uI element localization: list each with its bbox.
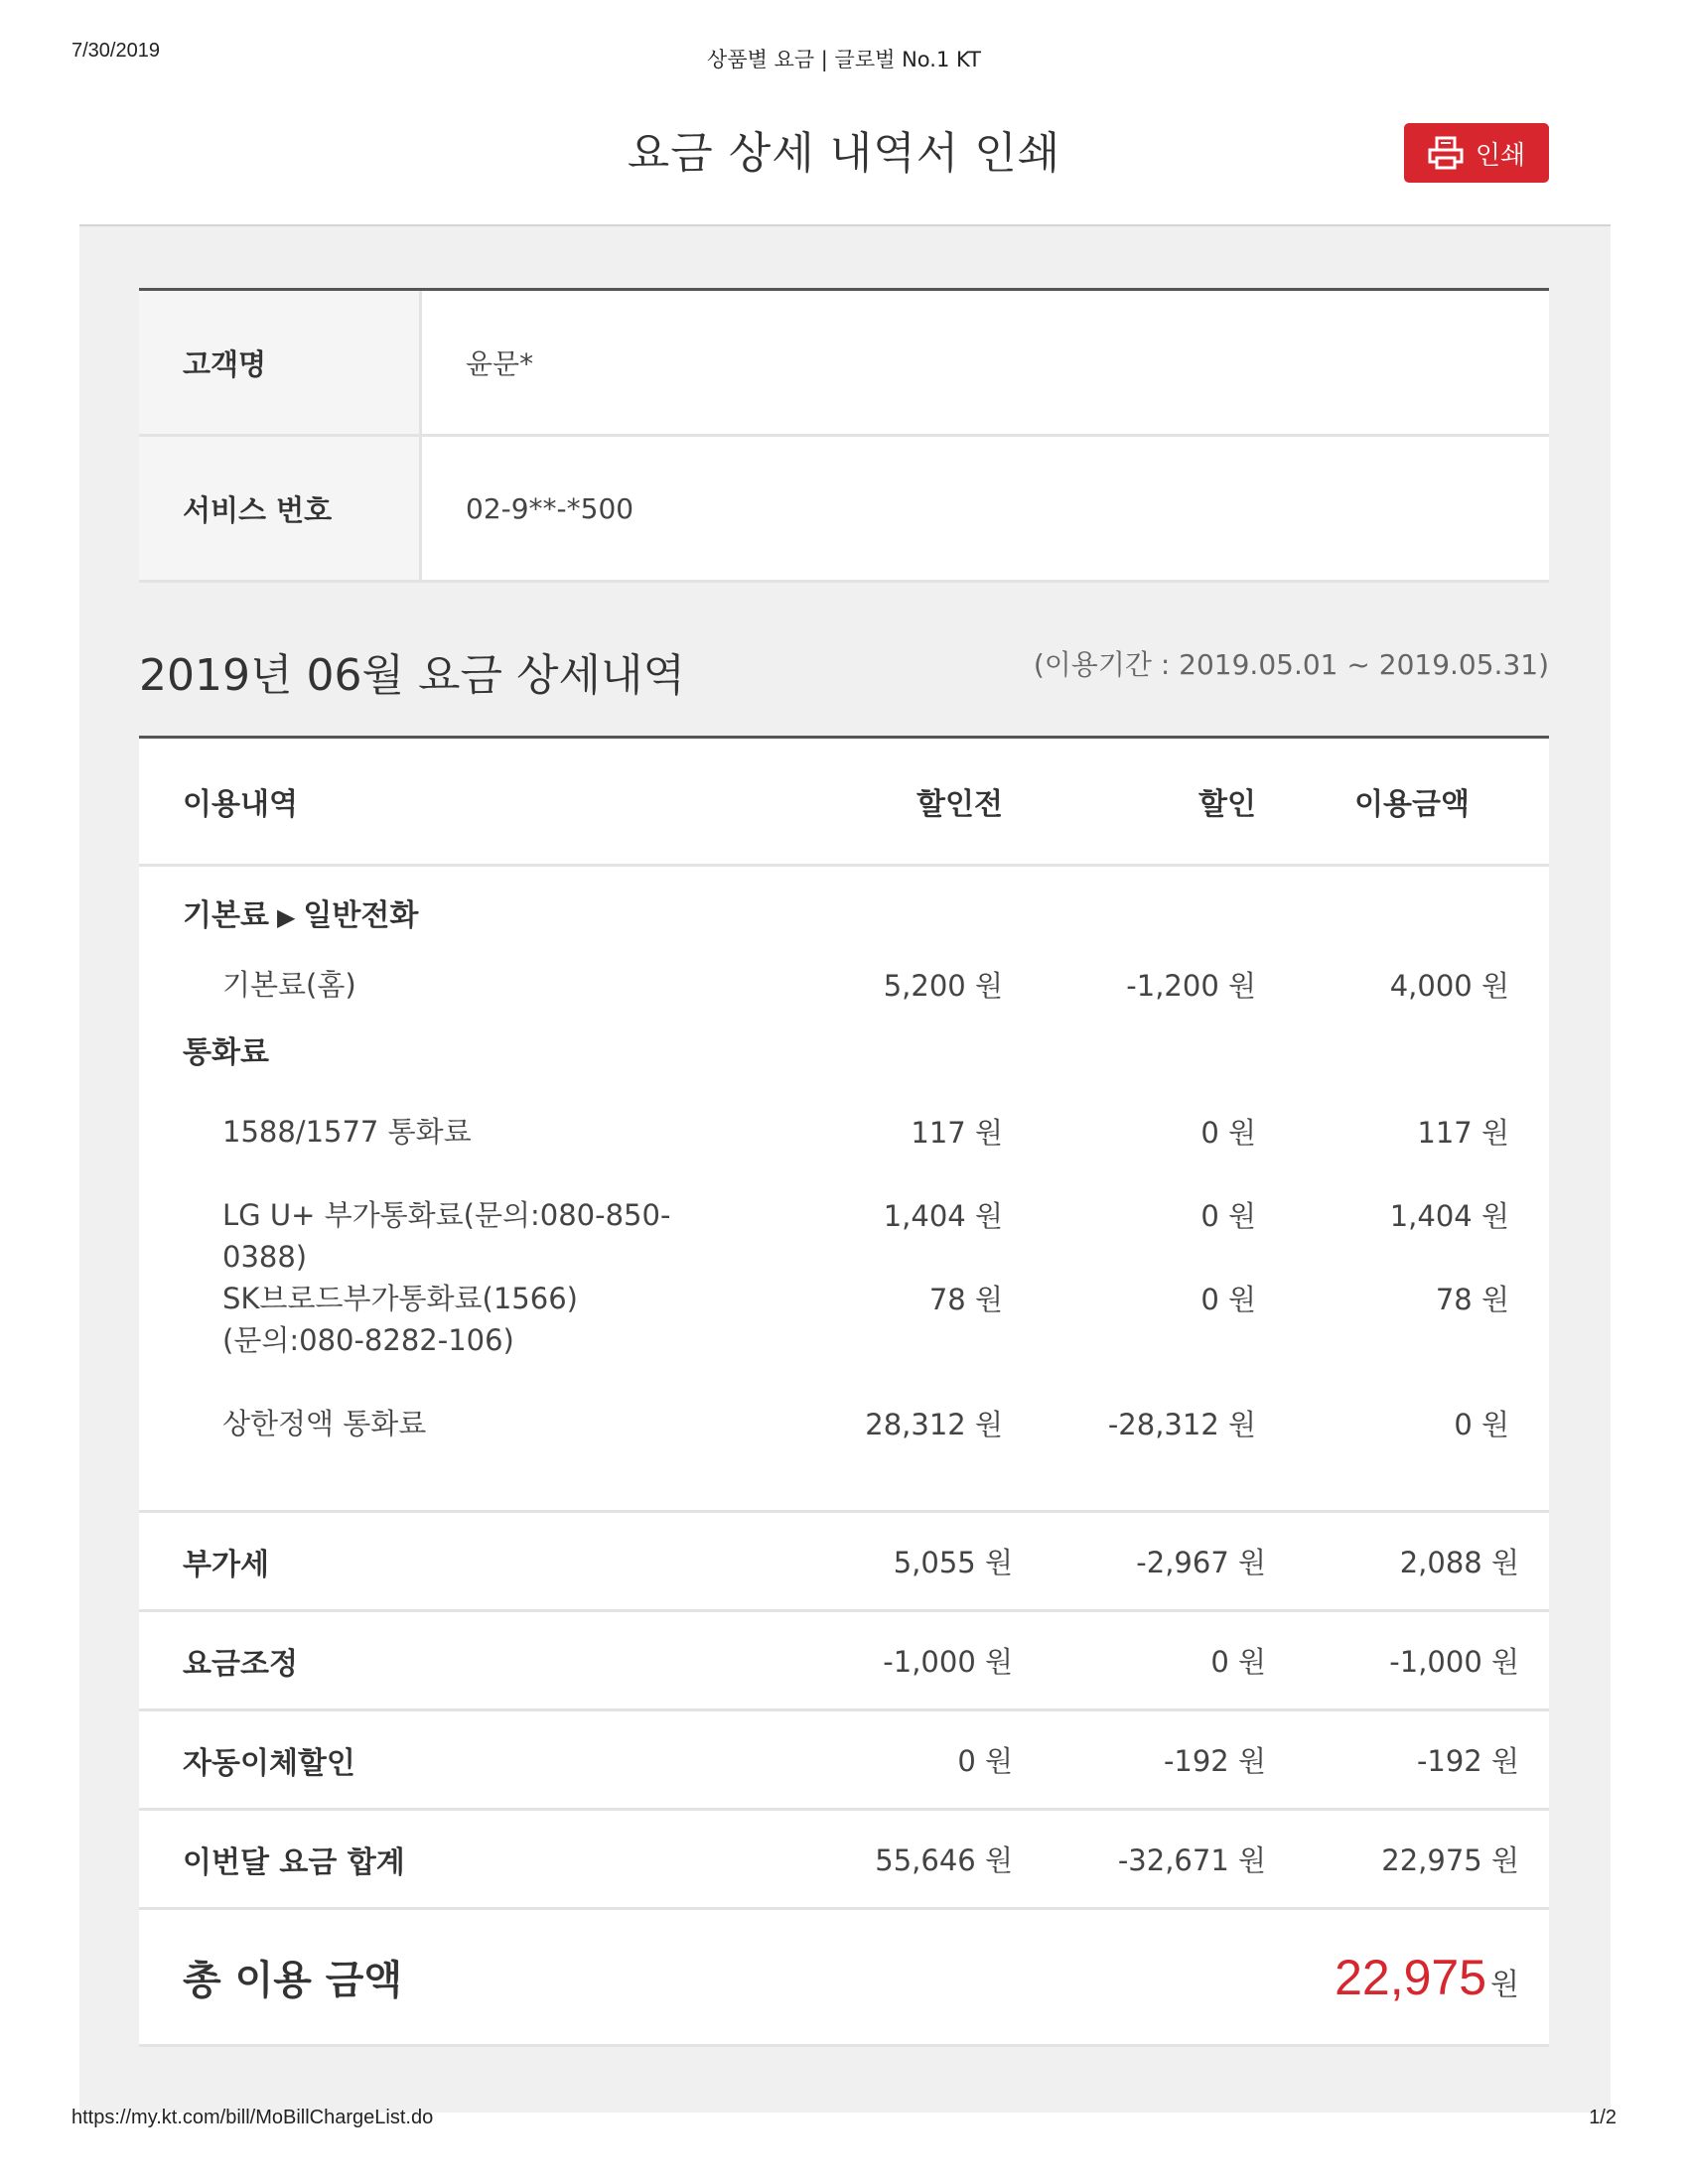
header-item: 이용내역 (183, 787, 298, 822)
table-row (139, 1612, 1549, 1711)
call-fee-group-label: 통화료 (183, 1035, 269, 1070)
row-amount: -1,000 원 (1389, 1645, 1519, 1679)
item-name: 상한정액 통화료 (222, 1407, 427, 1440)
item-name: SK브로드부가통화료(1566)(문의:080-8282-106) (222, 1282, 578, 1357)
basic-and-call-group (139, 867, 1549, 1513)
item-name: 기본료(홈) (222, 968, 356, 1002)
item-discount: -1,200 원 (1126, 969, 1256, 1003)
basic-fee-label: 기본료 (183, 898, 269, 933)
row-amount: 2,088 원 (1399, 1546, 1519, 1579)
row-discount: -32,671 원 (1117, 1843, 1266, 1877)
item-amount: 117 원 (1417, 1116, 1509, 1150)
row-label: 요금조정 (183, 1646, 298, 1682)
row-amount: -192 원 (1416, 1744, 1519, 1778)
triangle-right-icon: ▶ (276, 903, 296, 931)
printer-icon (1428, 136, 1464, 170)
item-amount: 1,404 원 (1389, 1199, 1509, 1233)
table-row (139, 1711, 1549, 1811)
item-name: LG U+ 부가통화료(문의:080-850-0388) (222, 1198, 671, 1274)
row-amount: 22,975 원 (1381, 1843, 1519, 1877)
browser-page-title: 상품별 요금 | 글로벌 No.1 KT (707, 48, 981, 71)
service-number-row (139, 437, 1549, 583)
item-amount: 4,000 원 (1389, 969, 1509, 1003)
total-unit: 원 (1490, 1967, 1519, 2002)
item-amount: 0 원 (1454, 1408, 1509, 1441)
service-number-value: 02-9**-*500 (466, 491, 634, 525)
page-number: 1/2 (1589, 2107, 1617, 2128)
table-row (139, 1194, 1509, 1278)
header-discount: 할인 (1198, 787, 1256, 822)
total-value: 22,975 (1335, 1949, 1487, 2005)
header-amount: 이용금액 (1354, 787, 1470, 822)
row-label: 부가세 (183, 1547, 269, 1582)
row-discount: -2,967 원 (1136, 1546, 1266, 1579)
header-before-discount: 할인전 (916, 787, 1003, 822)
table-row (139, 1403, 1509, 1444)
row-discount: 0 원 (1210, 1645, 1266, 1679)
row-label: 자동이체할인 (183, 1745, 355, 1781)
table-header (139, 739, 1549, 867)
item-name: 1588/1577 통화료 (222, 1115, 472, 1149)
row-discount: -192 원 (1163, 1744, 1266, 1778)
basic-fee-sub-label: 일반전화 (303, 898, 419, 933)
item-before: 1,404 원 (883, 1199, 1003, 1233)
row-before: 55,646 원 (875, 1843, 1013, 1877)
item-discount: 0 원 (1200, 1283, 1256, 1316)
table-row (139, 1513, 1549, 1612)
usage-period: (이용기간 : 2019.05.01 ~ 2019.05.31) (1033, 648, 1549, 681)
item-before: 78 원 (928, 1283, 1003, 1316)
total-label: 총 이용 금액 (183, 1958, 403, 2003)
print-button-label: 인쇄 (1475, 140, 1526, 171)
page-url: https://my.kt.com/bill/MoBillChargeList.do (71, 2107, 434, 2128)
customer-name-label: 고객명 (139, 291, 422, 434)
row-before: 5,055 원 (893, 1546, 1013, 1579)
charge-detail-table (139, 736, 1549, 2047)
total-amount (695, 1949, 1549, 2006)
item-discount: 0 원 (1200, 1116, 1256, 1150)
page-title: 요금 상세 내역서 인쇄 (627, 128, 1061, 179)
row-before: -1,000 원 (883, 1645, 1013, 1679)
row-before: 0 원 (957, 1744, 1013, 1778)
table-row (139, 1811, 1549, 1910)
table-row (139, 964, 1509, 1006)
customer-info-table (139, 288, 1549, 583)
item-discount: -28,312 원 (1107, 1408, 1256, 1441)
customer-name-value: 윤문* (466, 347, 534, 380)
total-row (139, 1910, 1549, 2047)
table-row (139, 1111, 1509, 1153)
row-label: 이번달 요금 합계 (183, 1844, 405, 1880)
table-row (139, 1278, 1509, 1361)
basic-fee-group-label (183, 890, 418, 934)
item-before: 117 원 (911, 1116, 1003, 1150)
detail-section-title: 2019년 06월 요금 상세내역 (139, 650, 685, 701)
item-before: 28,312 원 (865, 1408, 1003, 1441)
print-button[interactable] (1404, 123, 1549, 183)
item-amount: 78 원 (1435, 1283, 1509, 1316)
print-date: 7/30/2019 (71, 40, 160, 62)
service-number-label: 서비스 번호 (139, 437, 422, 580)
item-before: 5,200 원 (883, 969, 1003, 1003)
item-discount: 0 원 (1200, 1199, 1256, 1233)
customer-name-row (139, 291, 1549, 437)
